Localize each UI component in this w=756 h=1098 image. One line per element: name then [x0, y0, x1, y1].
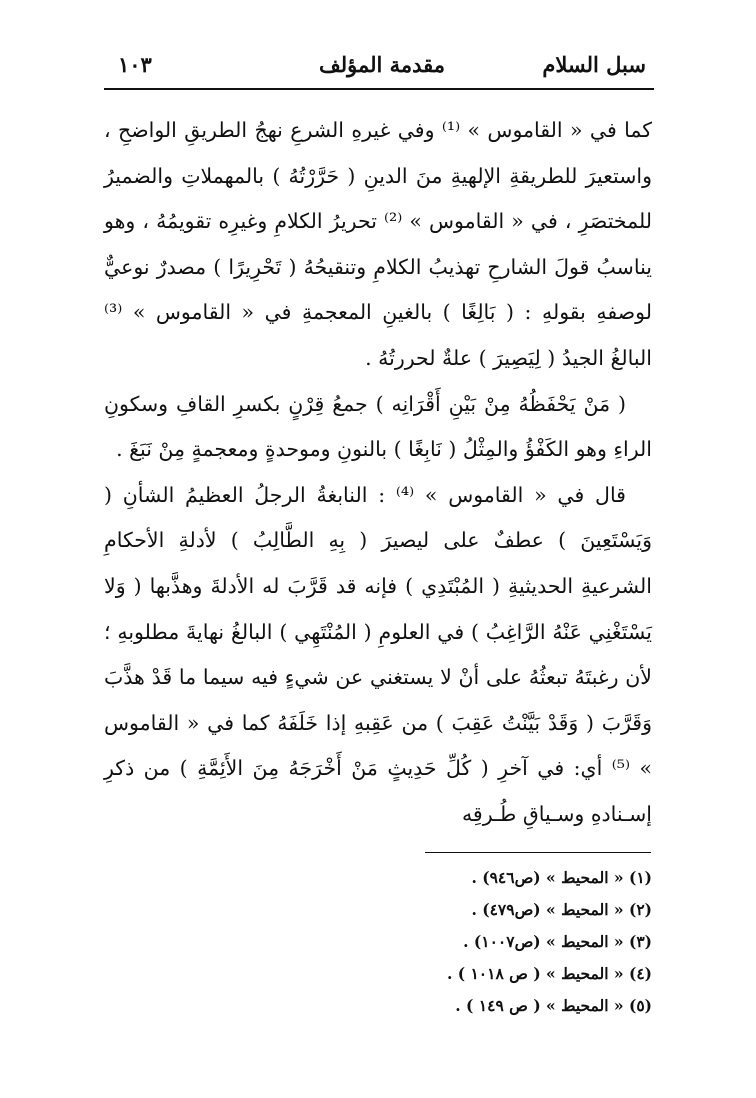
- paragraph: ( مَنْ يَحْفَظُهُ مِنْ بَيْنِ أَقْرَانِه ) جمعُ قِرْنٍ بكسرِ القافِ وسكونِ الراءِ وهو الكَفْؤُ والمِثْلُ ( نَابِغًا ) بالنونِ وموحدةٍ ومعجمةٍ مِنْ نَبَغَ .: [104, 391, 652, 462]
- footnote-divider: [425, 852, 651, 853]
- header-divider: [104, 88, 654, 90]
- paragraph: كما في « القاموس » ⁽¹⁾ وفي غيرهِ الشرعِ نهجُ الطريقِ الواضحِ ، واستعيرَ للطريقةِ الإلهيةِ منَ الدينِ ( حَرَّرْتُهُ ) بالمهملاتِ والضميرُ للمختصَرِ ، في « القاموس » ⁽²⁾ تحريرُ الكلامِ وغيرِه تقويمُهُ ، وهو يناسبُ قولَ الشارحِ تهذيبُ الكلامِ وتنقيحُهُ ( تَحْرِيرًا ) مصدرٌ نوعيٌّ لوصفهِ بقولهِ : ( بَالِغًا ) بالغينِ المعجمةِ في « القاموس » ⁽³⁾ البالغُ الجيدُ ( لِيَصِيرَ ) علةٌ لحررتُهُ .: [104, 118, 652, 370]
- running-header: [118, 52, 646, 86]
- paragraph: قال في « القاموس » ⁽⁴⁾ : النابغةُ الرجلُ العظيمُ الشأنِ ( وَيَسْتَعِينَ ) عطفٌ على ليصيرَ ( بِهِ الطَّالِبُ ) لأدلةِ الأحكامِ الشرعيةِ الحديثيةِ ( المُبْتَدِي ) فإنه قد قَرَّبَ له الأدلةَ وهذَّبها ( وَلا يَسْتَغْنِي عَنْهُ الرَّاغِبُ ) في العلومِ ( المُنْتَهِي ) البالغُ نهايةَ مطلوبهِ ؛ لأن رغبتَهُ تبعثُهُ على أنْ لا يستغني عن شيءٍ فيه سيما ما قَدْ هذَّبَ وَقَرَّبَ ( وَقَدْ بَيَّنْتُ عَقِبَ ) من عَقِبهِ إذا خَلَفَهُ كما في « القاموس » ⁽⁵⁾ أي: في آخرِ ( كُلِّ حَدِيثٍ مَنْ أَخْرَجَهُ مِنَ الأَئِمَّةِ ) من ذكرِ إسـنادهِ وسـياقِ طُـرقِه: [104, 482, 653, 826]
- page-number: ١٠٣: [118, 52, 152, 77]
- main-text: [104, 108, 652, 838]
- footnote: (١) « المحيط » (ص٩٤٦) .: [471, 868, 652, 887]
- footnotes: [250, 862, 652, 1022]
- footnote: (٥) « المحيط » ( ص ١٤٩ ) .: [455, 996, 652, 1015]
- chapter-title: مقدمة المؤلف: [318, 52, 446, 77]
- book-title: سبل السلام: [542, 52, 646, 77]
- footnote: (٣) « المحيط » (ص١٠٠٧) .: [463, 932, 652, 951]
- footnote: (٤) « المحيط » ( ص ١٠١٨ ) .: [446, 964, 652, 983]
- footnote: (٢) « المحيط » (ص٤٧٩) .: [471, 900, 652, 919]
